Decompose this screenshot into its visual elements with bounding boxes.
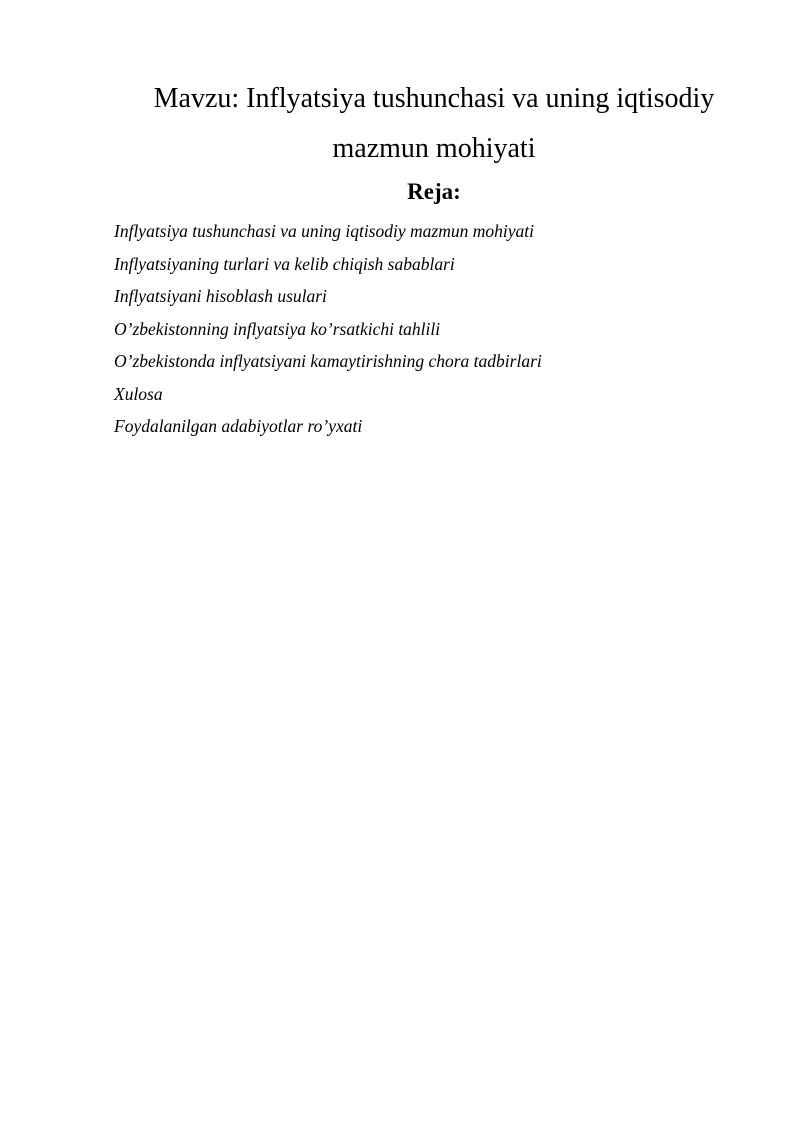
plan-item: Inflyatsiyaning turlari va kelib chiqish sabablari [114,253,455,274]
plan-heading: Reja: [407,179,461,204]
plan-list [114,215,542,443]
plan-item: Foydalanilgan adabiyotlar ro’yxati [114,416,363,436]
plan-item: Xulosa [114,383,163,404]
document-title [114,74,754,174]
title-line-2: mazmun mohiyati [332,133,536,164]
plan-item: O’zbekistonda inflyatsiyani kamaytirishning chora tadbirlari [114,351,542,371]
plan-item: Inflyatsiya tushunchasi va uning iqtisodiy mazmun mohiyati [114,221,534,241]
plan-item: O’zbekistonning inflyatsiya ko’rsatkichi tahlili [114,318,441,339]
title-line-1: Mavzu: Inflyatsiya tushunchasi va uning iqtisodiy [153,83,715,114]
plan-item: Inflyatsiyani hisoblash usulari [114,286,327,306]
